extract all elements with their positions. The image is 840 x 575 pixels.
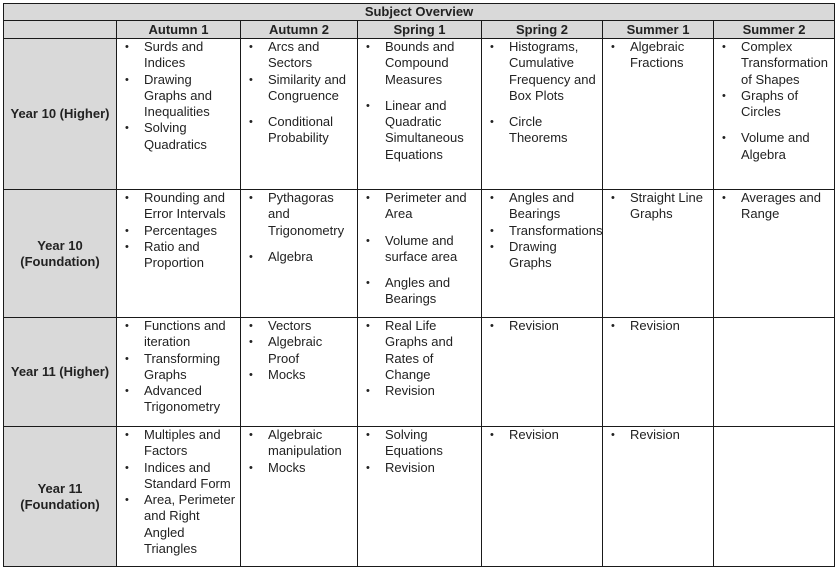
table-cell	[714, 39, 835, 190]
topic-item: • Averages and Range	[714, 190, 834, 223]
column-header-summer-2: Summer 2	[714, 21, 835, 39]
topic-item: • Multiples and Factors	[117, 427, 240, 460]
topic-item: • Indices and Standard Form	[117, 460, 240, 493]
topic-item: • Rounding and Error Intervals	[117, 190, 240, 223]
topic-item: • Revision	[482, 318, 602, 334]
table-row	[4, 190, 835, 318]
table-cell	[482, 190, 603, 318]
topic-item: • Mocks	[241, 460, 357, 476]
topic-item: • Graphs of Circles	[714, 88, 834, 121]
topic-item: • Functions and iteration	[117, 318, 240, 351]
topic-item: • Perimeter and Area	[358, 190, 481, 223]
topic-item: • Mocks	[241, 367, 357, 383]
column-header-spring-2: Spring 2	[482, 21, 603, 39]
column-header-autumn-1: Autumn 1	[117, 21, 241, 39]
table-cell	[603, 190, 714, 318]
topic-item: • Volume and surface area	[358, 233, 481, 266]
topic-item: • Linear and Quadratic Simultaneous Equations	[358, 98, 481, 163]
table-cell	[482, 318, 603, 427]
table-row	[4, 318, 835, 427]
table-cell	[241, 190, 358, 318]
topic-item: • Conditional Probability	[241, 114, 357, 147]
table-row	[4, 39, 835, 190]
topic-item: • Solving Quadratics	[117, 120, 240, 153]
topic-item: • Drawing Graphs and Inequalities	[117, 72, 240, 121]
table-cell	[603, 427, 714, 567]
table-cell	[241, 427, 358, 567]
row-header: Year 11 (Foundation)	[4, 427, 117, 567]
subject-overview-table	[3, 3, 835, 567]
topic-item: • Angles and Bearings	[358, 275, 481, 308]
topic-item: • Area, Perimeter and Right Angled Triangles	[117, 492, 240, 557]
column-header-autumn-2: Autumn 2	[241, 21, 358, 39]
table-row	[4, 427, 835, 567]
table-cell	[358, 427, 482, 567]
table-cell	[714, 318, 835, 427]
topic-item: • Angles and Bearings	[482, 190, 602, 223]
topic-item: • Revision	[358, 460, 481, 476]
row-header: Year 11 (Higher)	[4, 318, 117, 427]
topic-item: • Bounds and Compound Measures	[358, 39, 481, 88]
table-cell	[603, 39, 714, 190]
table-cell	[117, 318, 241, 427]
table-cell	[714, 427, 835, 567]
topic-item: • Revision	[603, 318, 713, 334]
topic-item: • Histograms, Cumulative Frequency and Box Plots	[482, 39, 602, 104]
topic-item: • Revision	[482, 427, 602, 443]
table-title: Subject Overview	[4, 4, 835, 21]
topic-item: • Circle Theorems	[482, 114, 602, 147]
corner-cell	[4, 21, 117, 39]
topic-item: • Algebraic Proof	[241, 334, 357, 367]
table-cell	[117, 427, 241, 567]
topic-item: • Algebraic manipulation	[241, 427, 357, 460]
topic-item: • Advanced Trigonometry	[117, 383, 240, 416]
topic-item: • Percentages	[117, 223, 240, 239]
topic-item: • Revision	[603, 427, 713, 443]
row-header: Year 10 (Foundation)	[4, 190, 117, 318]
topic-item: • Arcs and Sectors	[241, 39, 357, 72]
table-cell	[358, 190, 482, 318]
topic-item: • Straight Line Graphs	[603, 190, 713, 223]
topic-item: • Solving Equations	[358, 427, 481, 460]
table-cell	[241, 318, 358, 427]
topic-item: • Ratio and Proportion	[117, 239, 240, 272]
topic-item: • Volume and Algebra	[714, 130, 834, 163]
topic-item: • Real Life Graphs and Rates of Change	[358, 318, 481, 383]
table-cell	[117, 39, 241, 190]
column-header-summer-1: Summer 1	[603, 21, 714, 39]
topic-item: • Algebraic Fractions	[603, 39, 713, 72]
topic-item: • Surds and Indices	[117, 39, 240, 72]
table-cell	[603, 318, 714, 427]
topic-item: • Vectors	[241, 318, 357, 334]
topic-item: • Drawing Graphs	[482, 239, 602, 272]
table-cell	[714, 190, 835, 318]
table-cell	[241, 39, 358, 190]
topic-item: • Revision	[358, 383, 481, 399]
row-header: Year 10 (Higher)	[4, 39, 117, 190]
table-cell	[358, 39, 482, 190]
table-cell	[482, 427, 603, 567]
topic-item: • Similarity and Congruence	[241, 72, 357, 105]
table-cell	[482, 39, 603, 190]
topic-item: • Transforming Graphs	[117, 351, 240, 384]
topic-item: • Transformations	[482, 223, 602, 239]
topic-item: • Algebra	[241, 249, 357, 265]
table-cell	[358, 318, 482, 427]
column-header-spring-1: Spring 1	[358, 21, 482, 39]
topic-item: • Pythagoras and Trigonometry	[241, 190, 357, 239]
table-cell	[117, 190, 241, 318]
topic-item: • Complex Transformation of Shapes	[714, 39, 834, 88]
